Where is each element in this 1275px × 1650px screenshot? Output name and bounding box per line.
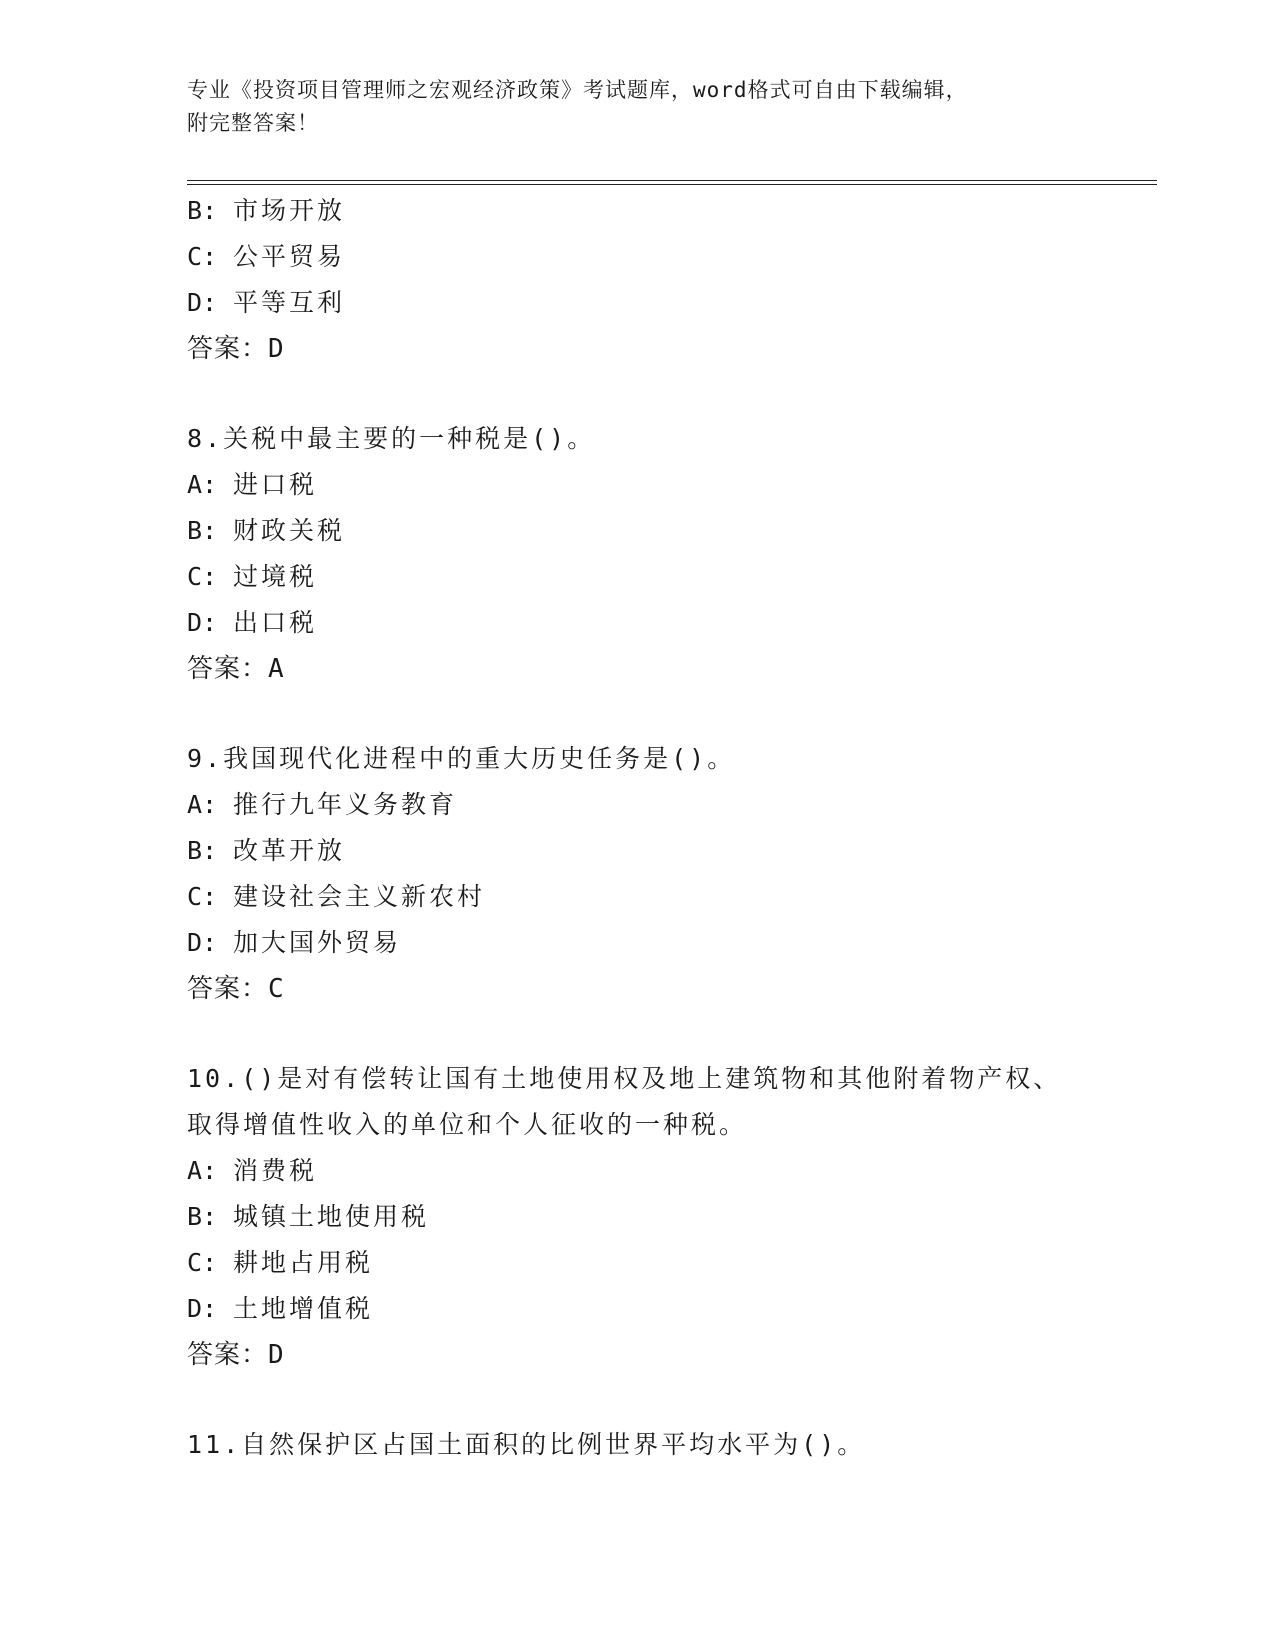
answer-value: C: [268, 974, 285, 1004]
option-c: C: 耕地占用税: [187, 1248, 374, 1277]
option-c: C: 建设社会主义新农村: [187, 882, 486, 911]
question-stem-line-1: 10.()是对有偿转让国有土地使用权及地上建筑物和其他附着物产权、: [187, 1064, 1062, 1093]
question-10: [187, 1056, 1157, 1378]
answer-value: D: [268, 334, 285, 364]
option-c: C: 过境税: [187, 562, 318, 591]
option-c: C: 公平贸易: [187, 242, 346, 271]
option-a: A: 消费税: [187, 1156, 318, 1185]
question-partial: [187, 188, 1157, 372]
option-d: D: 平等互利: [187, 288, 346, 317]
option-d: D: 土地增值税: [187, 1294, 374, 1323]
answer-line: 答案：C: [187, 974, 285, 1004]
answer-line: 答案：D: [187, 334, 285, 364]
question-stem-line-2: 取得增值性收入的单位和个人征收的一种税。: [187, 1110, 748, 1139]
answer-line: 答案：D: [187, 1340, 285, 1370]
question-11: [187, 1422, 1157, 1468]
question-list: [187, 188, 1157, 1468]
question-9: [187, 736, 1157, 1012]
option-b: B: 市场开放: [187, 196, 346, 225]
header-divider: [187, 180, 1157, 185]
question-stem: 9.我国现代化进程中的重大历史任务是()。: [187, 744, 736, 773]
option-b: B: 城镇土地使用税: [187, 1202, 430, 1231]
question-8: [187, 416, 1157, 692]
option-d: D: 出口税: [187, 608, 318, 637]
answer-line: 答案：A: [187, 654, 285, 684]
option-b: B: 改革开放: [187, 836, 346, 865]
question-stem: 11.自然保护区占国土面积的比例世界平均水平为()。: [187, 1430, 866, 1459]
option-d: D: 加大国外贸易: [187, 928, 402, 957]
document-header: [187, 74, 1087, 140]
question-stem: 8.关税中最主要的一种税是()。: [187, 424, 596, 453]
answer-value: D: [268, 1340, 285, 1370]
answer-value: A: [268, 654, 285, 684]
option-b: B: 财政关税: [187, 516, 346, 545]
option-a: A: 进口税: [187, 470, 318, 499]
header-line-2: 附完整答案！: [187, 111, 319, 135]
option-a: A: 推行九年义务教育: [187, 790, 458, 819]
header-line-1: 专业《投资项目管理师之宏观经济政策》考试题库，word格式可自由下载编辑，: [187, 78, 968, 102]
